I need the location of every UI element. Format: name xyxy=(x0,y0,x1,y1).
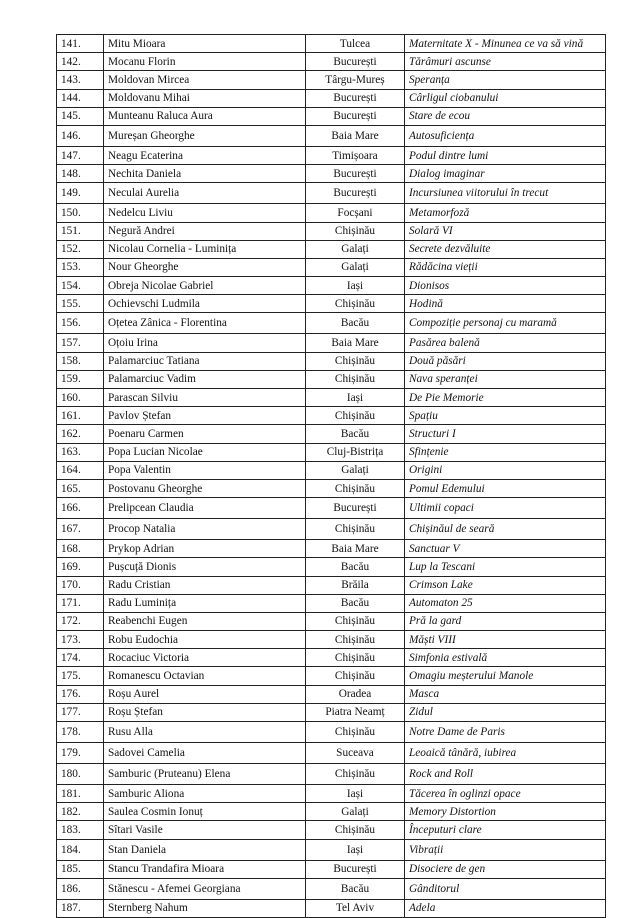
artist-city: București xyxy=(306,498,405,519)
artist-city: Chișinău xyxy=(306,407,405,425)
artwork-title: Sanctuar V xyxy=(405,540,606,558)
row-number: 174. xyxy=(57,649,104,667)
row-number: 143. xyxy=(57,71,104,89)
table-row xyxy=(57,821,606,839)
artist-city: București xyxy=(306,89,405,107)
artist-name: Roșu Aurel xyxy=(104,685,306,703)
table-row xyxy=(57,899,606,917)
artist-name: Radu Cristian xyxy=(104,576,306,594)
artist-name: Stănescu - Afemei Georgiana xyxy=(104,878,306,899)
row-number: 161. xyxy=(57,407,104,425)
artist-name: Nedelcu Liviu xyxy=(104,204,306,222)
table-row xyxy=(57,558,606,576)
table-row xyxy=(57,743,606,764)
artist-city: Baia Mare xyxy=(306,125,405,146)
row-number: 163. xyxy=(57,443,104,461)
row-number: 162. xyxy=(57,425,104,443)
table-row xyxy=(57,685,606,703)
artist-name: Oțetea Zânica - Florentina xyxy=(104,313,306,334)
row-number: 142. xyxy=(57,53,104,71)
table-row xyxy=(57,352,606,370)
artwork-title: Metamorfoză xyxy=(405,204,606,222)
artwork-title: Două păsări xyxy=(405,352,606,370)
table-row xyxy=(57,461,606,479)
table-row xyxy=(57,258,606,276)
row-number: 160. xyxy=(57,389,104,407)
artist-name: Nour Gheorghe xyxy=(104,258,306,276)
artwork-title: Notre Dame de Paris xyxy=(405,722,606,743)
artwork-title: Podul dintre lumi xyxy=(405,146,606,164)
artwork-title: Automaton 25 xyxy=(405,594,606,612)
row-number: 164. xyxy=(57,461,104,479)
artist-name: Mitu Mioara xyxy=(104,35,306,53)
table-row xyxy=(57,803,606,821)
table-row xyxy=(57,165,606,183)
artist-city: Galați xyxy=(306,461,405,479)
artist-name: Postovanu Gheorghe xyxy=(104,479,306,497)
artist-city: București xyxy=(306,165,405,183)
table-row xyxy=(57,313,606,334)
table-row xyxy=(57,222,606,240)
artist-name: Procop Natalia xyxy=(104,519,306,540)
table-row xyxy=(57,764,606,785)
row-number: 184. xyxy=(57,839,104,860)
row-number: 187. xyxy=(57,899,104,917)
artwork-title: Secrete dezvăluite xyxy=(405,240,606,258)
artist-city: Târgu-Mureș xyxy=(306,71,405,89)
table-row xyxy=(57,785,606,803)
row-number: 146. xyxy=(57,125,104,146)
artist-name: Pavlov Ștefan xyxy=(104,407,306,425)
artist-name: Samburic Aliona xyxy=(104,785,306,803)
table-row xyxy=(57,479,606,497)
artist-city: Galați xyxy=(306,258,405,276)
artists-table xyxy=(56,34,606,918)
table-row xyxy=(57,519,606,540)
artist-name: Saulea Cosmin Ionuț xyxy=(104,803,306,821)
artist-name: Rocaciuc Victoria xyxy=(104,649,306,667)
row-number: 158. xyxy=(57,352,104,370)
row-number: 167. xyxy=(57,519,104,540)
artist-name: Stan Daniela xyxy=(104,839,306,860)
row-number: 165. xyxy=(57,479,104,497)
artist-name: Samburic (Pruteanu) Elena xyxy=(104,764,306,785)
table-row xyxy=(57,649,606,667)
artist-name: Moldovanu Mihai xyxy=(104,89,306,107)
table-row xyxy=(57,146,606,164)
artwork-title: Masca xyxy=(405,685,606,703)
artist-city: Iași xyxy=(306,389,405,407)
artist-city: Chișinău xyxy=(306,764,405,785)
artwork-title: Simfonia estivală xyxy=(405,649,606,667)
row-number: 157. xyxy=(57,334,104,352)
artist-name: Negură Andrei xyxy=(104,222,306,240)
artist-city: Tel Aviv xyxy=(306,899,405,917)
artist-city: Chișinău xyxy=(306,479,405,497)
artwork-title: Ultimii copaci xyxy=(405,498,606,519)
artwork-title: Tărâmuri ascunse xyxy=(405,53,606,71)
artwork-title: Solară VI xyxy=(405,222,606,240)
artwork-title: Începuturi clare xyxy=(405,821,606,839)
artist-city: Focșani xyxy=(306,204,405,222)
artwork-title: Rădăcina vieții xyxy=(405,258,606,276)
row-number: 156. xyxy=(57,313,104,334)
artwork-title: Lup la Tescani xyxy=(405,558,606,576)
artist-city: Iași xyxy=(306,785,405,803)
artwork-title: Măști VIII xyxy=(405,631,606,649)
artist-name: Stancu Trandafira Mioara xyxy=(104,860,306,878)
table-row xyxy=(57,407,606,425)
artist-name: Nechita Daniela xyxy=(104,165,306,183)
row-number: 186. xyxy=(57,878,104,899)
artwork-title: Chișinăul de seară xyxy=(405,519,606,540)
artist-name: Romanescu Octavian xyxy=(104,667,306,685)
artist-city: Oradea xyxy=(306,685,405,703)
artist-name: Radu Luminița xyxy=(104,594,306,612)
row-number: 155. xyxy=(57,295,104,313)
artist-city: Suceava xyxy=(306,743,405,764)
artwork-title: Spațiu xyxy=(405,407,606,425)
artist-city: Chișinău xyxy=(306,612,405,630)
row-number: 154. xyxy=(57,277,104,295)
artwork-title: De Pie Memorie xyxy=(405,389,606,407)
artwork-title: Leoaică tânără, iubirea xyxy=(405,743,606,764)
artist-name: Reabenchi Eugen xyxy=(104,612,306,630)
table-row xyxy=(57,35,606,53)
artwork-title: Dionisos xyxy=(405,277,606,295)
table-row xyxy=(57,722,606,743)
artist-city: Chișinău xyxy=(306,519,405,540)
table-row xyxy=(57,594,606,612)
row-number: 166. xyxy=(57,498,104,519)
artist-city: Tulcea xyxy=(306,35,405,53)
artwork-title: Origini xyxy=(405,461,606,479)
artist-city: Galați xyxy=(306,240,405,258)
table-row xyxy=(57,240,606,258)
table-row xyxy=(57,204,606,222)
artwork-title: Gânditorul xyxy=(405,878,606,899)
table-row xyxy=(57,89,606,107)
artist-city: Chișinău xyxy=(306,722,405,743)
artist-name: Mocanu Florin xyxy=(104,53,306,71)
artwork-title: Cârligul ciobanului xyxy=(405,89,606,107)
row-number: 171. xyxy=(57,594,104,612)
artist-name: Nicolau Cornelia - Luminița xyxy=(104,240,306,258)
row-number: 179. xyxy=(57,743,104,764)
artwork-title: Incursiunea viitorului în trecut xyxy=(405,183,606,204)
table-row xyxy=(57,839,606,860)
artist-city: Piatra Neamț xyxy=(306,703,405,721)
row-number: 173. xyxy=(57,631,104,649)
artist-city: Chișinău xyxy=(306,352,405,370)
row-number: 145. xyxy=(57,107,104,125)
table-row xyxy=(57,125,606,146)
artist-name: Sadovei Camelia xyxy=(104,743,306,764)
artwork-title: Dialog imaginar xyxy=(405,165,606,183)
document-page xyxy=(56,34,606,918)
artist-city: Chișinău xyxy=(306,295,405,313)
row-number: 150. xyxy=(57,204,104,222)
artist-city: Bacău xyxy=(306,558,405,576)
table-row xyxy=(57,389,606,407)
artist-city: Chișinău xyxy=(306,222,405,240)
artist-city: Iași xyxy=(306,277,405,295)
artwork-title: Omagiu meșterului Manole xyxy=(405,667,606,685)
artist-name: Moldovan Mircea xyxy=(104,71,306,89)
artwork-title: Vibrații xyxy=(405,839,606,860)
artwork-title: Speranța xyxy=(405,71,606,89)
table-row xyxy=(57,295,606,313)
artist-city: București xyxy=(306,53,405,71)
artist-name: Munteanu Raluca Aura xyxy=(104,107,306,125)
table-row xyxy=(57,370,606,388)
artist-city: Baia Mare xyxy=(306,540,405,558)
artist-city: București xyxy=(306,860,405,878)
artist-name: Parascan Silviu xyxy=(104,389,306,407)
artist-city: Brăila xyxy=(306,576,405,594)
artist-city: Bacău xyxy=(306,313,405,334)
table-body xyxy=(57,35,606,918)
artwork-title: Tăcerea în oglinzi opace xyxy=(405,785,606,803)
table-row xyxy=(57,878,606,899)
table-row xyxy=(57,631,606,649)
artist-name: Prelipcean Claudia xyxy=(104,498,306,519)
artwork-title: Zidul xyxy=(405,703,606,721)
row-number: 172. xyxy=(57,612,104,630)
artwork-title: Maternitate X - Minunea ce va să vină xyxy=(405,35,606,53)
table-row xyxy=(57,71,606,89)
artist-name: Robu Eudochia xyxy=(104,631,306,649)
artwork-title: Pasărea balenă xyxy=(405,334,606,352)
table-row xyxy=(57,53,606,71)
table-row xyxy=(57,540,606,558)
row-number: 175. xyxy=(57,667,104,685)
row-number: 168. xyxy=(57,540,104,558)
artwork-title: Crimson Lake xyxy=(405,576,606,594)
table-row xyxy=(57,576,606,594)
artwork-title: Pră la gard xyxy=(405,612,606,630)
table-row xyxy=(57,703,606,721)
table-row xyxy=(57,667,606,685)
row-number: 180. xyxy=(57,764,104,785)
row-number: 144. xyxy=(57,89,104,107)
artist-city: Bacău xyxy=(306,878,405,899)
table-row xyxy=(57,425,606,443)
artist-name: Palamarciuc Vadim xyxy=(104,370,306,388)
table-row xyxy=(57,860,606,878)
artist-city: Chișinău xyxy=(306,370,405,388)
row-number: 185. xyxy=(57,860,104,878)
table-row xyxy=(57,183,606,204)
artist-name: Rusu Alla xyxy=(104,722,306,743)
artwork-title: Pomul Edemului xyxy=(405,479,606,497)
artist-name: Popa Lucian Nicolae xyxy=(104,443,306,461)
row-number: 152. xyxy=(57,240,104,258)
table-row xyxy=(57,443,606,461)
row-number: 177. xyxy=(57,703,104,721)
artist-city: Bacău xyxy=(306,425,405,443)
artist-city: Timișoara xyxy=(306,146,405,164)
artwork-title: Stare de ecou xyxy=(405,107,606,125)
artist-name: Palamarciuc Tatiana xyxy=(104,352,306,370)
artist-name: Obreja Nicolae Gabriel xyxy=(104,277,306,295)
artwork-title: Hodină xyxy=(405,295,606,313)
artist-name: Poenaru Carmen xyxy=(104,425,306,443)
artist-city: Galați xyxy=(306,803,405,821)
row-number: 151. xyxy=(57,222,104,240)
artist-name: Mureșan Gheorghe xyxy=(104,125,306,146)
artist-name: Prykop Adrian xyxy=(104,540,306,558)
artist-name: Neculai Aurelia xyxy=(104,183,306,204)
artwork-title: Structuri I xyxy=(405,425,606,443)
table-row xyxy=(57,498,606,519)
artist-city: București xyxy=(306,107,405,125)
artwork-title: Sfințenie xyxy=(405,443,606,461)
artist-name: Ochievschi Ludmila xyxy=(104,295,306,313)
row-number: 169. xyxy=(57,558,104,576)
row-number: 147. xyxy=(57,146,104,164)
artist-name: Popa Valentin xyxy=(104,461,306,479)
artist-city: Bacău xyxy=(306,594,405,612)
row-number: 178. xyxy=(57,722,104,743)
row-number: 148. xyxy=(57,165,104,183)
row-number: 183. xyxy=(57,821,104,839)
artist-city: Iași xyxy=(306,839,405,860)
artist-city: Chișinău xyxy=(306,667,405,685)
row-number: 181. xyxy=(57,785,104,803)
artwork-title: Disociere de gen xyxy=(405,860,606,878)
artist-name: Oțoiu Irina xyxy=(104,334,306,352)
row-number: 182. xyxy=(57,803,104,821)
row-number: 141. xyxy=(57,35,104,53)
row-number: 153. xyxy=(57,258,104,276)
row-number: 149. xyxy=(57,183,104,204)
artist-city: Chișinău xyxy=(306,649,405,667)
artist-city: Baia Mare xyxy=(306,334,405,352)
artist-city: București xyxy=(306,183,405,204)
artwork-title: Memory Distortion xyxy=(405,803,606,821)
artist-city: Cluj-Bistrița xyxy=(306,443,405,461)
table-row xyxy=(57,107,606,125)
artist-name: Pușcuță Dionis xyxy=(104,558,306,576)
table-row xyxy=(57,334,606,352)
artwork-title: Nava speranței xyxy=(405,370,606,388)
table-row xyxy=(57,277,606,295)
row-number: 159. xyxy=(57,370,104,388)
artist-name: Neagu Ecaterina xyxy=(104,146,306,164)
artwork-title: Compoziție personaj cu maramă xyxy=(405,313,606,334)
artist-name: Roșu Ștefan xyxy=(104,703,306,721)
artist-name: Sîtari Vasile xyxy=(104,821,306,839)
row-number: 176. xyxy=(57,685,104,703)
artist-city: Chișinău xyxy=(306,821,405,839)
artist-city: Chișinău xyxy=(306,631,405,649)
table-row xyxy=(57,612,606,630)
artwork-title: Autosuficiența xyxy=(405,125,606,146)
artwork-title: Rock and Roll xyxy=(405,764,606,785)
artwork-title: Adela xyxy=(405,899,606,917)
row-number: 170. xyxy=(57,576,104,594)
artist-name: Sternberg Nahum xyxy=(104,899,306,917)
